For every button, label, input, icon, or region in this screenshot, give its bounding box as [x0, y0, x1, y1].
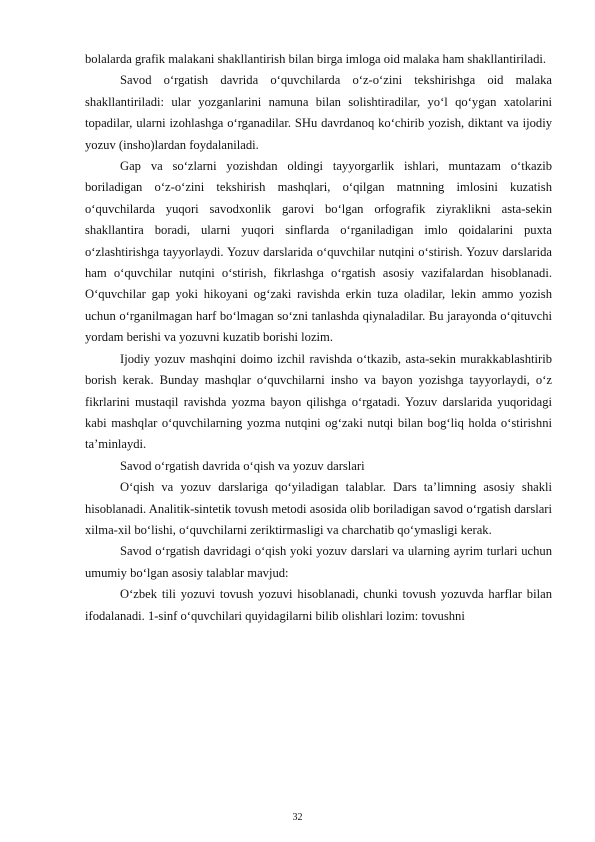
paragraph-7: O‘zbek tili yozuvi tovush yozuvi hisoblanadi, chunki tovush yozuvda harflar bilan ifodalanadi. 1-sinf o‘quvchilari quyidagilarni bilib olishlari lozim: tovushni — [85, 587, 552, 623]
paragraph-1: bolalarda grafik malakani shakllantirish bilan birga imloga oid malaka ham shakllantiriladi. — [85, 52, 547, 66]
page-number: 32 — [292, 812, 303, 823]
body-text — [85, 49, 552, 627]
paragraph-4: Ijodiy yozuv mashqini doimo izchil ravishda o‘tkazib, asta-sekin murakkablashtirib borish kerak. Bunday mashqlar o‘quvchilarni insho va bayon yozishga tayyorlaydi, o‘z fikrlarini mustaqil ravishda yozma bayon qilishga o‘rgatadi. Yozuv darslarida yuqoridagi kabi mashqlar o‘quvchilarning yozma nutqini og‘zaki nutqi bilan bog‘liq holda o‘stirishni ta’minlaydi. — [85, 351, 552, 452]
paragraph-3: Gap va so‘zlarni yozishdan oldingi tayyorgarlik ishlari, muntazam o‘tkazib boriladigan o‘z-o‘zini tekshirish mashqlari, o‘qilgan matnning imlosini kuzatish o‘quvchilarda yuqori savodxonlik garovi bo‘lgan orfografik ziyraklikni asta-sekin shakllantira boradi, ularni yuqori sinflarda o‘rganiladigan imlo qoidalarini puxta o‘zlashtirishga tayyorlaydi. Yozuv darslarida o‘quvchilar nutqini o‘stirish. Yozuv darslarida ham o‘quvchilar nutqini o‘stirish, fikrlashga o‘rgatish asosiy vazifalardan hisoblanadi. O‘quvchilar gap yoki hikoyani og‘zaki ravishda erkin tuza oladilar, lekin ammo yozish uchun o‘rganilmagan harf bo‘lmagan so‘zni tanlashda qiynaladilar. Bu jarayonda o‘qituvchi yordam berishi va yozuvni kuzatib borishi lozim. — [85, 159, 552, 345]
paragraph-5: O‘qish va yozuv darslariga qo‘yiladigan talablar. Dars ta’limning asosiy shakli hisoblanadi. Analitik-sintetik tovush metodi asosida olib boriladigan savod o‘rgatish darslari xilma-xil bo‘lishi, o‘quvchilarni zeriktirmasligi va charchatib qo‘ymasligi kerak. — [85, 480, 552, 537]
section-heading: Savod o‘rgatish davrida o‘qish va yozuv darslari — [120, 458, 365, 473]
paragraph-6: Savod o‘rgatish davridagi o‘qish yoki yozuv darslari va ularning ayrim turlari uchun umumiy bo‘lgan asosiy talablar mavjud: — [85, 544, 552, 580]
paragraph-2: Savod o‘rgatish davrida o‘quvchilarda o‘z-o‘zini tekshirishga oid malaka shakllantiriladi: ular yozganlarini namuna bilan solishtiradilar, yo‘l qo‘ygan xatolarini topadilar, ularni izohlashga o‘rganadilar. SHu davrdanoq ko‘chirib yozish, diktant va ijodiy yozuv (insho)lardan foydalaniladi. — [85, 73, 552, 152]
